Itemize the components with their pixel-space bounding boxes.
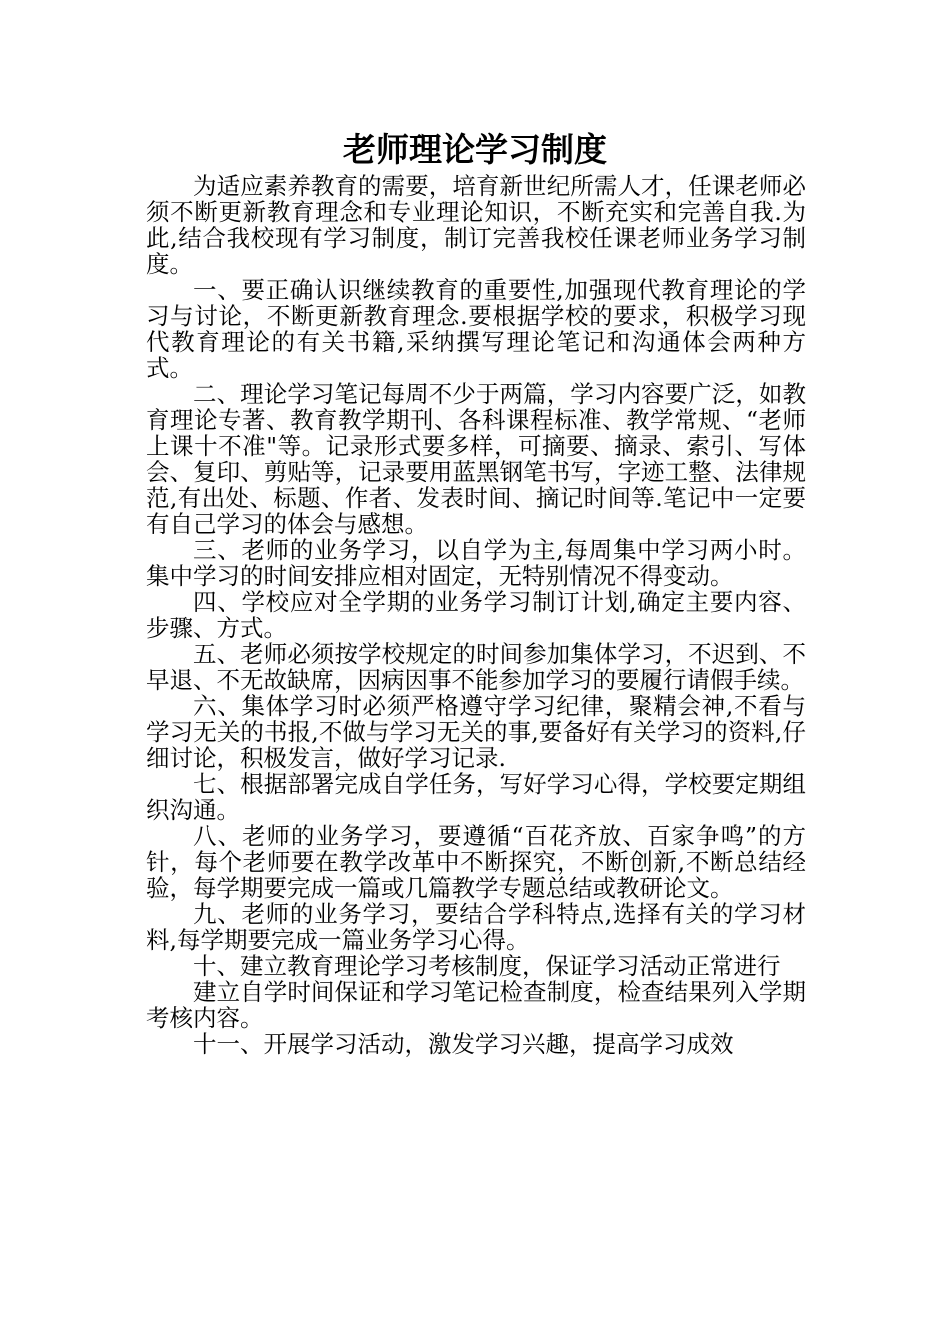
paragraph-item-5: 五、老师必须按学校规定的时间参加集体学习，不迟到、不早退、不无故缺席，因病因事不能参加学习的要履行请假手续。 <box>146 640 806 694</box>
paragraph-item-10: 十、建立教育理论学习考核制度，保证学习活动正常进行 <box>193 952 781 980</box>
document-body <box>146 173 806 1057</box>
paragraph-item-7: 七、根据部署完成自学任务，写好学习心得，学校要定期组织沟通。 <box>146 770 806 824</box>
paragraph-item-1: 一、要正确认识继续教育的重要性,加强现代教育理论的学习与讨论，不断更新教育理念.要根据学校的要求，积极学习现代教育理论的有关书籍,采纳撰写理论笔记和沟通体会两种方式。 <box>146 276 806 382</box>
paragraph-item-3: 三、老师的业务学习，以自学为主,每周集中学习两小时。集中学习的时间安排应相对固定，无特别情况不得变动。 <box>146 536 806 590</box>
paragraph-item-2: 二、理论学习笔记每周不少于两篇，学习内容要广泛，如教育理论专著、教育教学期刊、各科课程标准、教学常规、“老师上课十不准"等。记录形式要多样，可摘要、摘录、索引、写体会、复印、剪贴等，记录要用蓝黑钢笔书写，字迹工整、法律规范,有出处、标题、作者、发表时间、摘记时间等.笔记中一定要有自己学习的体会与感想。 <box>146 380 806 538</box>
paragraph-item-6: 六、集体学习时必须严格遵守学习纪律，聚精会神,不看与学习无关的书报,不做与学习无关的事,要备好有关学习的资料,仔细讨论，积极发言，做好学习记录. <box>146 692 806 772</box>
paragraph-item-11: 十一、开展学习活动，激发学习兴趣，提高学习成效 <box>193 1030 734 1058</box>
paragraph-item-4: 四、学校应对全学期的业务学习制订计划,确定主要内容、步骤、方式。 <box>146 588 806 642</box>
paragraph-intro: 为适应素养教育的需要，培育新世纪所需人才，任课老师必须不断更新教育理念和专业理论知识，不断充实和完善自我.为此,结合我校现有学习制度，制订完善我校任课老师业务学习制度。 <box>146 172 806 278</box>
document-title: 老师理论学习制度 <box>343 130 607 169</box>
paragraph-item-9: 九、老师的业务学习，要结合学科特点,选择有关的学习材料,每学期要完成一篇业务学习心得。 <box>146 900 806 954</box>
paragraph-item-8: 八、老师的业务学习，要遵循“百花齐放、百家争鸣”的方针，每个老师要在教学改革中不断探究，不断创新,不断总结经验，每学期要完成一篇或几篇教学专题总结或教研论文。 <box>146 822 806 902</box>
paragraph-item-10-detail: 建立自学时间保证和学习笔记检查制度，检查结果列入学期考核内容。 <box>146 978 806 1032</box>
